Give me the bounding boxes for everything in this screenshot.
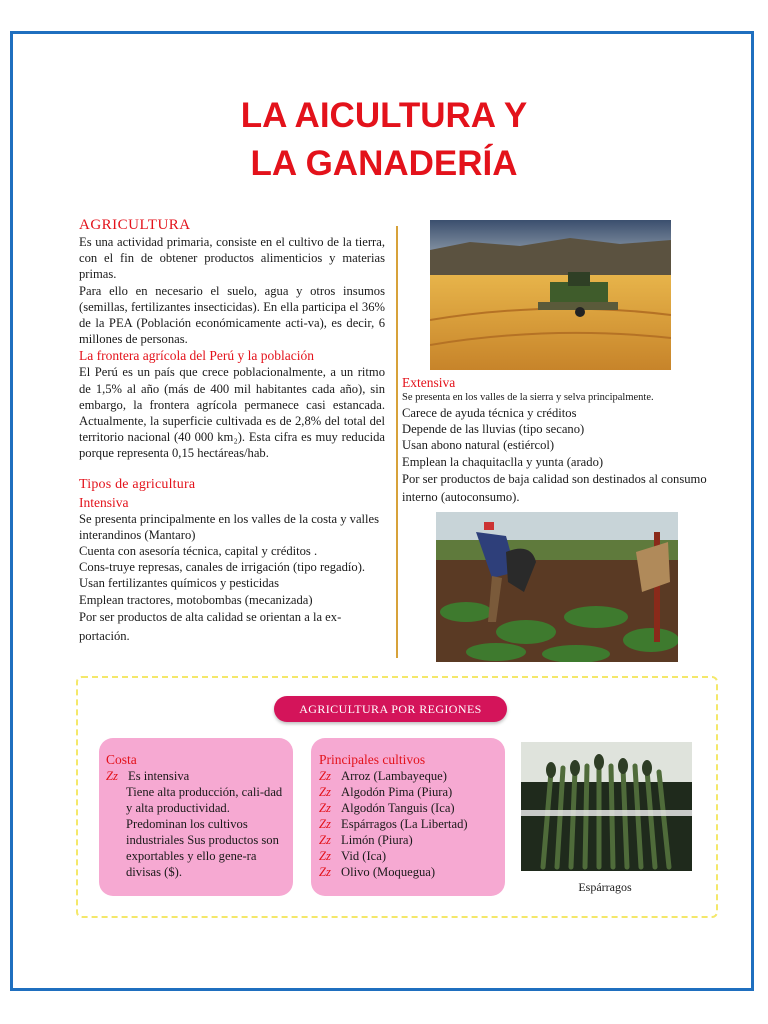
agricultura-heading: AGRICULTURA — [79, 217, 191, 233]
extensiva-line: Emplean la chaquitaclla y yunta (arado) — [402, 454, 604, 469]
farmers-photo — [436, 512, 678, 662]
extensiva-line: Carece de ayuda técnica y créditos — [402, 406, 577, 420]
bullet-icon: Zz — [319, 801, 331, 815]
asparagus-photo — [521, 742, 692, 871]
frontera-heading: La frontera agrícola del Perú y la población — [79, 348, 315, 364]
extensiva-intro: Se presenta en los valles de la sierra y selva principalmente. — [402, 392, 654, 403]
intensiva-line: Cuenta con asesoría técnica, capital y créditos . — [79, 544, 318, 559]
left-column — [79, 216, 385, 646]
tipos-heading: Tipos de agricultura — [79, 476, 196, 492]
extensiva-line: Por ser productos de baja calidad son destinados al consumo interno (autoconsumo). — [402, 471, 707, 504]
harvest-photo — [430, 220, 671, 370]
bullet-icon: Zz — [319, 785, 331, 799]
agricultura-paragraph-2: Para ello en necesario el suelo, agua y otros insumos (semillas, fertilizantes insecticidas). En ella participa el 36% de la PEA (Población económicamente acti-va), es decir, 6 millones de personas. — [79, 283, 385, 347]
intensiva-line: Emplean tractores, motobombas (mecanizada) — [79, 592, 313, 607]
intensiva-line: Por ser productos de alta calidad se orientan a la ex-portación. — [79, 609, 342, 643]
right-column — [402, 374, 712, 506]
cultivo-item: Zz Algodón Pima (Piura) — [319, 785, 453, 799]
cultivo-item: Zz Espárragos (La Libertad) — [319, 817, 468, 831]
extensiva-line: Depende de las lluvias (tipo secano) — [402, 422, 585, 437]
bullet-icon: Zz — [319, 849, 331, 863]
cultivos-heading: Principales cultivos — [319, 752, 426, 767]
cultivo-item: Zz Olivo (Moquegua) — [319, 865, 436, 879]
extensiva-heading: Extensiva — [402, 375, 456, 390]
costa-heading: Costa — [106, 752, 137, 767]
regiones-banner: AGRICULTURA POR REGIONES — [274, 696, 507, 722]
bullet-icon: Zz — [319, 817, 331, 831]
cultivo-item: Zz Limón (Piura) — [319, 833, 413, 847]
costa-detail: Predominan los cultivos industriales Sus productos son exportables y ello gene-ra divisas ($). — [126, 817, 279, 879]
agricultura-paragraph-1: Es una actividad primaria, consiste en el cultivo de la tierra, con el fin de obtener productos alimenticios y materias primas. — [79, 235, 385, 282]
intensiva-line: Cons-truye represas, canales de irrigación (tipo regadío). Usan fertilizantes químicos y pesticidas — [79, 560, 366, 591]
page-title-line-1: LA AICULTURA Y — [240, 96, 528, 135]
costa-item: Es intensiva — [128, 769, 190, 783]
asparagus-caption: Espárragos — [578, 880, 632, 894]
extensiva-line: Usan abono natural (estiércol) — [402, 438, 555, 453]
bullet-icon: Zz — [319, 833, 331, 847]
cultivo-item: Zz Vid (Ica) — [319, 849, 387, 863]
bullet-icon: Zz — [106, 769, 118, 783]
frontera-paragraph: El Perú es un país que crece poblacionalmente, a un ritmo de 1,5% al año (más de 400 mil habitantes cada año), sin embargo, la frontera agrícola permanece casi estancada. Actualmente, la superficie cultivada es de 2,8% del total del territorio nacional (40 000 km₂). Esta cifra es muy reducida porque representa 0,15 hectáreas/hab. — [79, 365, 385, 461]
bullet-icon: Zz — [319, 865, 331, 879]
cultivos-card — [311, 738, 505, 896]
cultivo-item: Zz Algodón Tanguis (Ica) — [319, 801, 455, 815]
column-divider — [396, 226, 398, 658]
intensiva-heading: Intensiva — [79, 494, 129, 510]
cultivo-item: Zz Arroz (Lambayeque) — [319, 769, 447, 783]
intensiva-line: Se presenta principalmente en los valles de la costa y valles interandinos (Mantaro) — [79, 511, 380, 542]
costa-card — [99, 738, 293, 896]
costa-detail: Tiene alta producción, cali-dad y alta productividad. — [126, 785, 283, 815]
page-title-line-2: LA GANADERÍA — [250, 144, 518, 183]
bullet-icon: Zz — [319, 769, 331, 783]
